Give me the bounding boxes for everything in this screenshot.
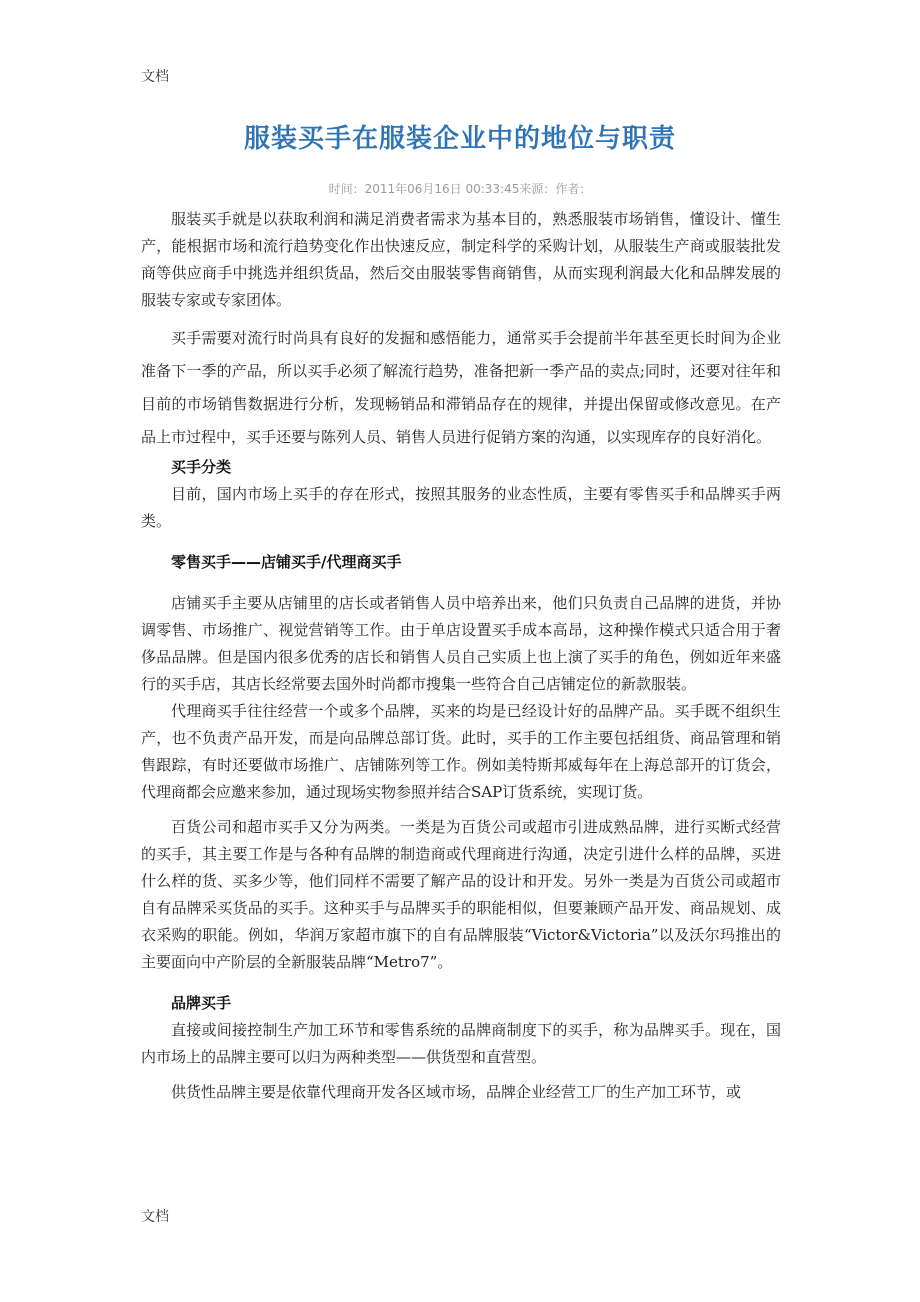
paragraph-brand-buyer: 直接或间接控制生产加工环节和零售系统的品牌商制度下的买手，称为品牌买手。现在，国内市场上的品牌主要可以归为两种类型——供货型和直营型。 — [141, 1021, 781, 1066]
paragraph-definition: 服装买手就是以获取利润和满足消费者需求为基本目的，熟悉服装市场销售，懂设计、懂生产，能根据市场和流行趋势变化作出快速反应，制定科学的采购计划，从服装生产商或服装批发商等供应商手中挑选并组织货品，然后交由服装零售商销售，从而实现利润最大化和品牌发展的服装专家或专家团体。 — [141, 210, 781, 309]
paragraph-classification: 目前，国内市场上买手的存在形式，按照其服务的业态性质，主要有零售买手和品牌买手两类。 — [141, 485, 781, 530]
page-header-label: 文档 — [141, 69, 169, 85]
paragraph-duties: 买手需要对流行时尚具有良好的发掘和感悟能力，通常买手会提前半年甚至更长时间为企业准备下一季的产品，所以买手必须了解流行趋势，准备把新一季产品的卖点;同时，还要对往年和目前的市场销售数据进行分析，发现畅销品和滞销品存在的规律，并提出保留或修改意见。在产品上市过程中，买手还要与陈列人员、销售人员进行促销方案的沟通，以实现库存的良好消化。 — [141, 329, 781, 446]
paragraph-agent-buyer: 代理商买手往往经营一个或多个品牌，买来的均是已经设计好的品牌产品。买手既不组织生产，也不负责产品开发，而是向品牌总部订货。此时，买手的工作主要包括组货、商品管理和销售跟踪，有时还要做市场推广、店铺陈列等工作。例如美特斯邦威每年在上海总部开的订货会，代理商都会应邀来参加，通过现场实物参照并结合SAP订货系统，实现订货。 — [141, 702, 781, 801]
heading-brand-buyer: 品牌买手 — [171, 994, 232, 1012]
heading-buyer-classification: 买手分类 — [171, 458, 232, 476]
heading-retail-buyer: 零售买手——店铺买手/代理商买手 — [171, 553, 402, 571]
article-body — [141, 206, 781, 1106]
paragraph-supply-brand: 供货性品牌主要是依靠代理商开发各区域市场，品牌企业经营工厂的生产加工环节，或 — [171, 1083, 742, 1101]
page-footer-label: 文档 — [141, 1209, 169, 1225]
paragraph-store-buyer: 店铺买手主要从店铺里的店长或者销售人员中培养出来，他们只负责自己品牌的进货，并协调零售、市场推广、视觉营销等工作。由于单店设置买手成本高昂，这种操作模式只适合用于奢侈品品牌。但是国内很多优秀的店长和销售人员自己实质上也上演了买手的角色，例如近年来盛行的买手店，其店长经常要去国外时尚都市搜集一些符合自己店铺定位的新款服装。 — [141, 594, 781, 693]
article-meta: 时间：2011年06月16日 00:33:45来源：作者： — [328, 182, 592, 196]
article-title: 服装买手在服装企业中的地位与职责 — [243, 124, 676, 154]
paragraph-department-store-buyer: 百货公司和超市买手又分为两类。一类是为百货公司或超市引进成熟品牌，进行买断式经营的买手，其主要工作是与各种有品牌的制造商或代理商进行沟通，决定引进什么样的品牌，买进什么样的货、买多少等，他们同样不需要了解产品的设计和开发。另外一类是为百货公司或超市自有品牌采买货品的买手。这种买手与品牌买手的职能相似，但要兼顾产品开发、商品规划、成衣采购的职能。例如，华润万家超市旗下的自有品牌服装“Victor&Victoria”以及沃尔玛推出的主要面向中产阶层的全新服装品牌“Metro7”。 — [141, 818, 781, 971]
